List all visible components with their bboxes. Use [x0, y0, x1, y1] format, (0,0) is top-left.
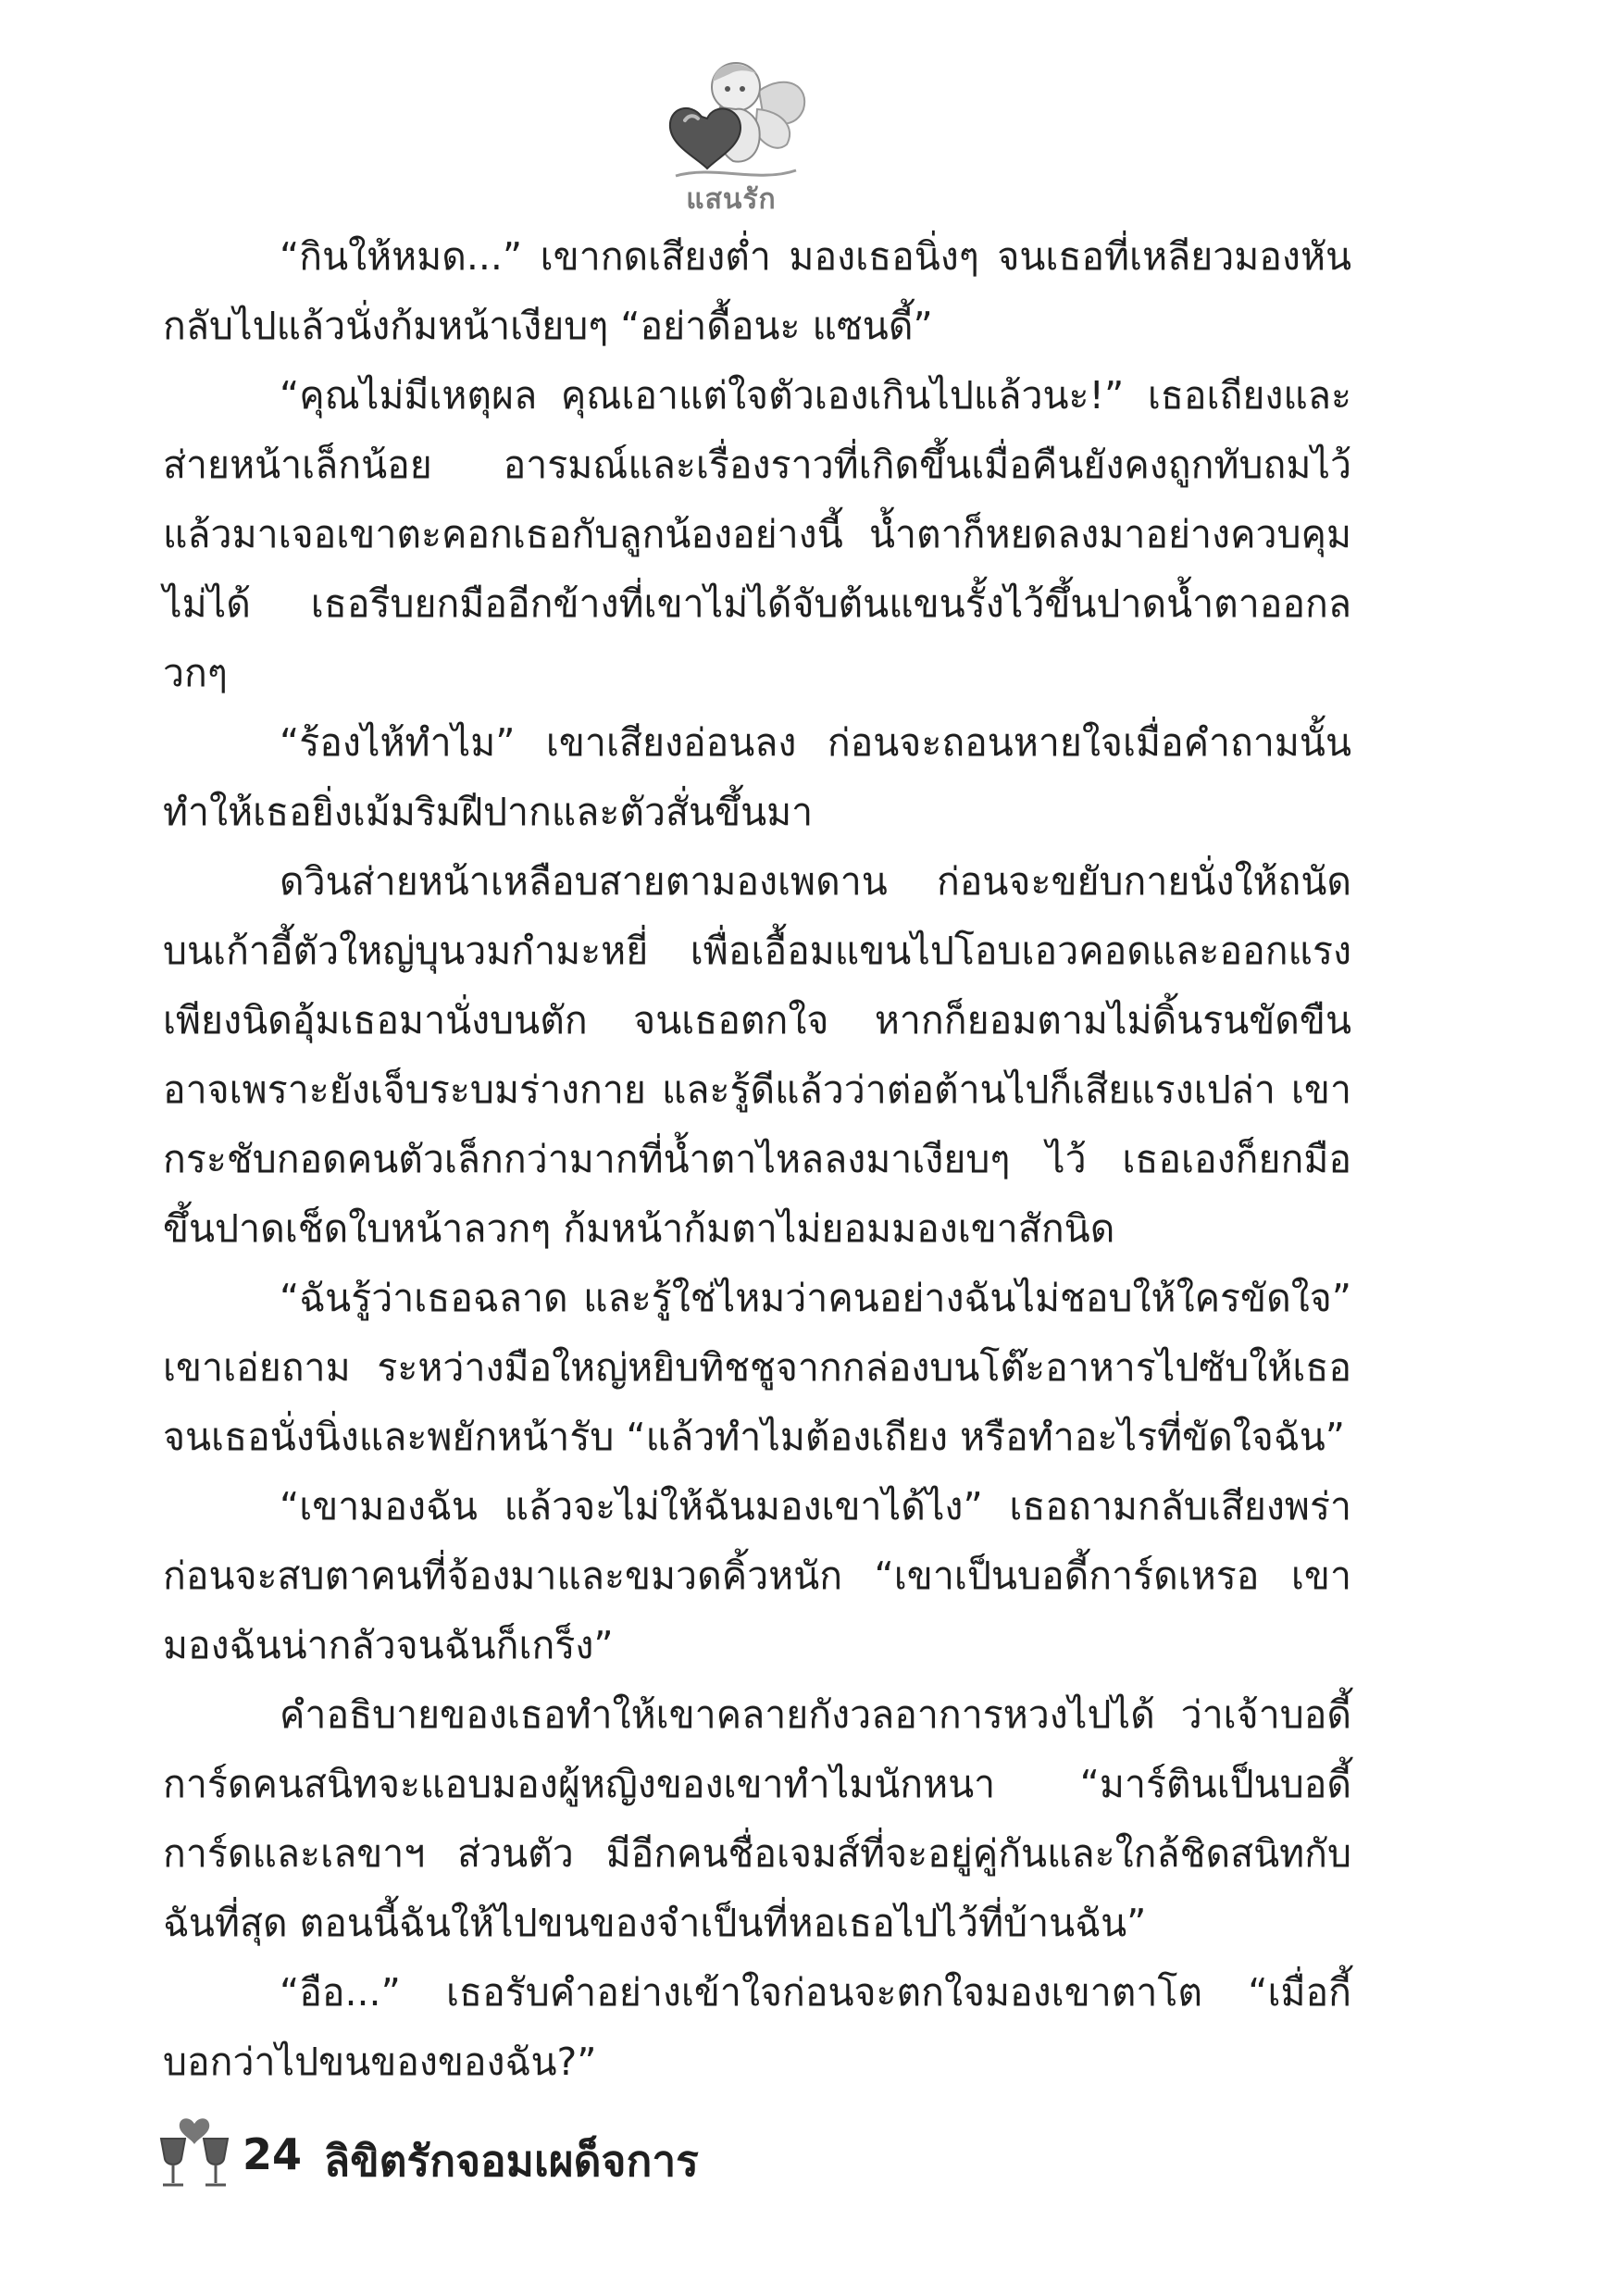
paragraph: “คุณไม่มีเหตุผล คุณเอาแต่ใจตัวเองเกินไปแล้วนะ!” เธอเถียงและส่ายหน้าเล็กน้อย อารมณ์และเรื่องราวที่เกิดขึ้นเมื่อคืนยังคงถูกทับถมไว้แล้วมาเจอเขาตะคอกเธอกับลูกน้องอย่างนี้ น้ำตาก็หยดลงมาอย่างควบคุมไม่ได้ เธอรีบยกมืออีกข้างที่เขาไม่ได้จับต้นแขนรั้งไว้ขึ้นปาดน้ำตาออกลวกๆ [163, 373, 1351, 695]
paragraph: คำอธิบายของเธอทำให้เขาคลายกังวลอาการหวงไปได้ ว่าเจ้าบอดี้การ์ดคนสนิทจะแอบมองผู้หญิงของเขาทำไมนักหนา “มาร์ตินเป็นบอดี้การ์ดและเลขาฯ ส่วนตัว มีอีกคนชื่อเจมส์ที่จะอยู่คู่กันและใกล้ชิดสนิทกับฉันที่สุด ตอนนี้ฉันให้ไปขนของจำเป็นที่หอเธอไปไว้ที่บ้านฉัน” [163, 1692, 1351, 1945]
paragraph: “อือ...” เธอรับคำอย่างเข้าใจก่อนจะตกใจมองเขาตาโต “เมื่อกี้บอกว่าไปขนของของฉัน?” [163, 1970, 1351, 2084]
paragraph: “กินให้หมด...” เขากดเสียงต่ำ มองเธอนิ่งๆ จนเธอที่เหลียวมองหันกลับไปแล้วนั่งก้มหน้าเงียบๆ “อย่าดื้อนะ แซนดี้” [163, 234, 1351, 348]
paragraph: “ร้องไห้ทำไม” เขาเสียงอ่อนลง ก่อนจะถอนหายใจเมื่อคำถามนั้นทำให้เธอยิ่งเม้มริมฝีปากและตัวสั่นขึ้นมา [163, 720, 1351, 834]
page-number: 24 [243, 2129, 303, 2179]
cupid-heart-icon [648, 54, 815, 183]
page-footer [148, 2102, 981, 2203]
paragraph: ดวินส่ายหน้าเหลือบสายตามองเพดาน ก่อนจะขยับกายนั่งให้ถนัดบนเก้าอี้ตัวใหญ่บุนวมกำมะหยี่ เพื่อเอื้อมแขนไปโอบเอวคอดและออกแรงเพียงนิดอุ้มเธอมานั่งบนตัก จนเธอตกใจ หากก็ยอมตามไม่ดิ้นรนขัดขืน อาจเพราะยังเจ็บระบมร่างกาย และรู้ดีแล้วว่าต่อต้านไปก็เสียแรงเปล่า เขากระชับกอดคนตัวเล็กกว่ามากที่น้ำตาไหลลงมาเงียบๆ ไว้ เธอเองก็ยกมือขึ้นปาดเช็ดใบหน้าลวกๆ ก้มหน้าก้มตาไม่ยอมมองเขาสักนิด [163, 859, 1351, 1251]
paragraph: “ฉันรู้ว่าเธอฉลาด และรู้ใช่ไหมว่าคนอย่างฉันไม่ชอบให้ใครขัดใจ” เขาเอ่ยถาม ระหว่างมือใหญ่หยิบทิชชูจากกล่องบนโต๊ะอาหารไปซับให้เธอ จนเธอนั่งนิ่งและพยักหน้ารับ “แล้วทำไมต้องเถียง หรือทำอะไรที่ขัดใจฉัน” [163, 1276, 1351, 1459]
paragraph: “เขามองฉัน แล้วจะไม่ให้ฉันมองเขาได้ไง” เธอถามกลับเสียงพร่า ก่อนจะสบตาคนที่จ้องมาและขมวดคิ้วหนัก “เขาเป็นบอดี้การ์ดเหรอ เขามองฉันน่ากลัวจนฉันก็เกร็ง” [163, 1484, 1351, 1667]
header-logo [648, 54, 815, 216]
body-text [163, 222, 1351, 2097]
book-title: ลิขิตรักจอมเผด็จการ [324, 2136, 699, 2186]
wine-glasses-heart-icon [148, 2102, 241, 2194]
logo-text: แสนรัก [686, 183, 777, 216]
